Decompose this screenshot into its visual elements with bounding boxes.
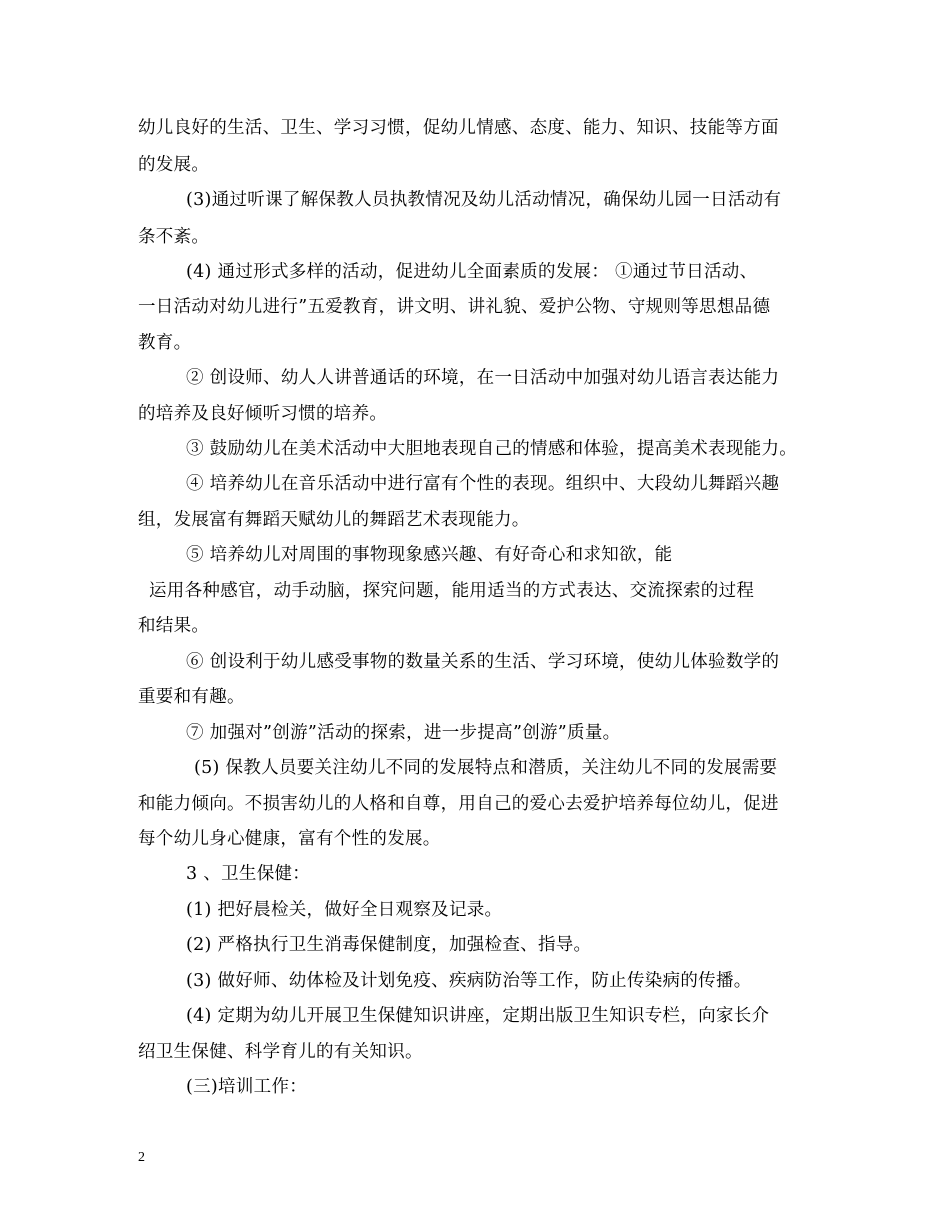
paragraph-line: 的培养及良好倾听习惯的培养。 <box>138 404 388 424</box>
page-number: 2 <box>138 1150 145 1165</box>
paragraph-line: (4) 定期为幼儿开展卫生保健知识讲座，定期出版卫生知识专栏，向家长介 <box>186 1006 770 1026</box>
paragraph-line: (1) 把好晨检关，做好全日观察及记录。 <box>186 900 503 920</box>
section-heading: (三)培训工作： <box>186 1077 308 1097</box>
paragraph-line: (3)通过听课了解保教人员执教情况及幼儿活动情况，确保幼儿园一日活动有 <box>186 190 782 210</box>
paragraph-line: 和能力倾向。不损害幼儿的人格和自尊，用自己的爱心去爱护培养每位幼儿，促进 <box>138 794 779 814</box>
paragraph-line: ③ 鼓励幼儿在美术活动中大胆地表现自己的情感和体验，提高美术表现能力。 <box>186 439 798 459</box>
paragraph-line: ④ 培养幼儿在音乐活动中进行富有个性的表现。组织中、大段幼儿舞蹈兴趣 <box>186 474 780 494</box>
paragraph-line: ⑥ 创设利于幼儿感受事物的数量关系的生活、学习环境，使幼儿体验数学的 <box>186 652 780 672</box>
section-heading: 3 、卫生保健： <box>186 864 311 884</box>
paragraph-line: (2) 严格执行卫生消毒保健制度，加强检查、指导。 <box>186 935 592 955</box>
paragraph-line: 幼儿良好的生活、卫生、学习习惯，促幼儿情感、态度、能力、知识、技能等方面 <box>138 118 779 138</box>
paragraph-line: 绍卫生保健、科学育儿的有关知识。 <box>138 1042 423 1062</box>
paragraph-line: ⑦ 加强对”创游”活动的探索，进一步提高”创游”质量。 <box>186 723 621 743</box>
paragraph-line: 运用各种感官，动手动脑，探究问题，能用适当的方式表达、交流探索的过程 <box>149 581 755 601</box>
paragraph-line: ⑤ 培养幼儿对周围的事物现象感兴趣、有好奇心和求知欲，能 <box>186 545 673 565</box>
paragraph-line: (5) 保教人员要关注幼儿不同的发展特点和潜质，关注幼儿不同的发展需要 <box>194 758 778 778</box>
paragraph-line: 条不紊。 <box>138 227 210 247</box>
paragraph-line: 重要和有趣。 <box>138 687 245 707</box>
paragraph-line: 的发展。 <box>138 155 210 175</box>
paragraph-line: 每个幼儿身心健康，富有个性的发展。 <box>138 829 441 849</box>
paragraph-line: 和结果。 <box>138 616 210 636</box>
paragraph-line: 组，发展富有舞蹈天赋幼儿的舞蹈艺术表现能力。 <box>138 510 530 530</box>
paragraph-line: (4) 通过形式多样的活动，促进幼儿全面素质的发展： ①通过节日活动、 <box>186 262 758 282</box>
paragraph-line: (3) 做好师、幼体检及计划免疫、疾病防治等工作，防止传染病的传播。 <box>186 971 752 991</box>
paragraph-line: 教育。 <box>138 333 192 353</box>
paragraph-line: ② 创设师、幼人人讲普通话的环境，在一日活动中加强对幼儿语言表达能力 <box>186 368 780 388</box>
paragraph-line: 一日活动对幼儿进行”五爱教育，讲文明、讲礼貌、爱护公物、守规则等思想品德 <box>138 297 771 317</box>
